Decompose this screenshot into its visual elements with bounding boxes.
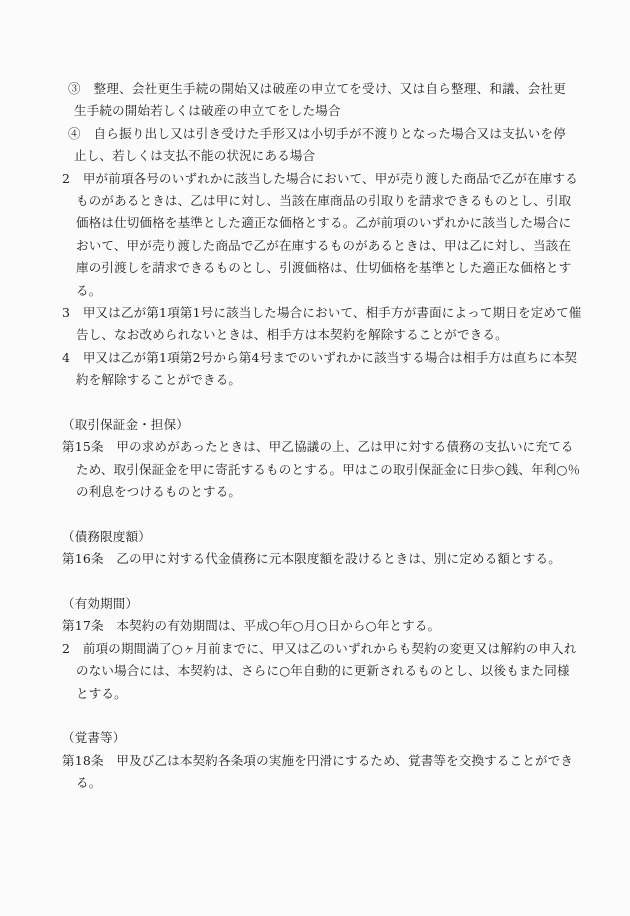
line-item-start: ③ 整理、会社更生手続の開始又は破産の申立てを受け、又は自ら整理、和議、会社更 xyxy=(68,81,566,96)
line-clause-start: 2 前項の期間満了○ヶ月前までに、甲又は乙のいずれからも契約の変更又は解約の申入れ xyxy=(62,640,577,656)
line-wrap: 価格は仕切価格を基準とした適正な価格とする。乙が前項のいずれかに該当した場合に xyxy=(76,215,572,231)
line-wrap: ため、取引保証金を甲に寄託するものとする。甲はこの取引保証金に日歩○銭、年利○％ xyxy=(76,461,581,477)
line-wrap: のない場合には、本契約は、さらに○年自動的に更新されるものとし、以後もまた同様 xyxy=(76,663,570,679)
line-item-wrap: 生手続の開始若しくは破産の申立てをした場合 xyxy=(74,103,341,119)
line-heading: （覚書等） xyxy=(62,730,126,746)
line-heading: （有効期間） xyxy=(62,595,139,611)
line-wrap: の利息をつけるものとする。 xyxy=(76,484,242,500)
line-wrap: 庫の引渡しを請求できるものとし、引渡価格は、仕切価格を基準とした適正な価格とす xyxy=(76,260,572,276)
line-clause-start: 第18条 甲及び乙は本契約各条項の実施を円滑にするため、覚書等を交換することができ xyxy=(62,752,574,768)
line-item-start: ④ 自ら振り出し又は引き受けた手形又は小切手が不渡りとなった場合又は支払いを停 xyxy=(68,125,566,141)
line-clause-start: 3 甲又は乙が第1項第1号に該当した場合において、相手方が書面によって期日を定めて催 xyxy=(62,304,582,320)
line-item-wrap: 止し、若しくは支払不能の状況にある場合 xyxy=(74,148,316,164)
line-clause-start: 第15条 甲の求めがあったときは、甲乙協議の上、乙は甲に対する債務の支払いに充てる xyxy=(62,439,574,455)
line-clause-start: 4 甲又は乙が第1項第2号から第4号までのいずれかに該当する場合は相手方は直ちに本契 xyxy=(62,349,578,365)
line-clause-start: 2 甲が前項各号のいずれかに該当した場合において、甲が売り渡した商品で乙が在庫する xyxy=(62,170,578,186)
line-heading: （債務限度額） xyxy=(62,528,151,544)
line-wrap: とする。 xyxy=(76,685,127,701)
line-wrap: 告し、なお改められないときは、相手方は本契約を解除することができる。 xyxy=(76,327,508,343)
line-wrap: おいて、甲が売り渡した商品で乙が在庫するものがあるときは、甲は乙に対し、当該在 xyxy=(76,237,572,253)
line-clause-start: 第17条 本契約の有効期間は、平成○年○月○日から○年とする。 xyxy=(62,618,441,634)
line-wrap: ものがあるときは、乙は甲に対し、当該在庫商品の引取りを請求できるものとし、引取 xyxy=(76,192,572,208)
document-body xyxy=(0,78,582,795)
line-clause-start: 第16条 乙の甲に対する代金債務に元本限度額を設けるときは、別に定める額とする。 xyxy=(62,551,561,567)
line-wrap: る。 xyxy=(76,282,102,298)
line-wrap: 約を解除することができる。 xyxy=(76,372,242,388)
line-wrap: る。 xyxy=(76,775,102,791)
line-heading: （取引保証金・担保） xyxy=(62,416,190,432)
